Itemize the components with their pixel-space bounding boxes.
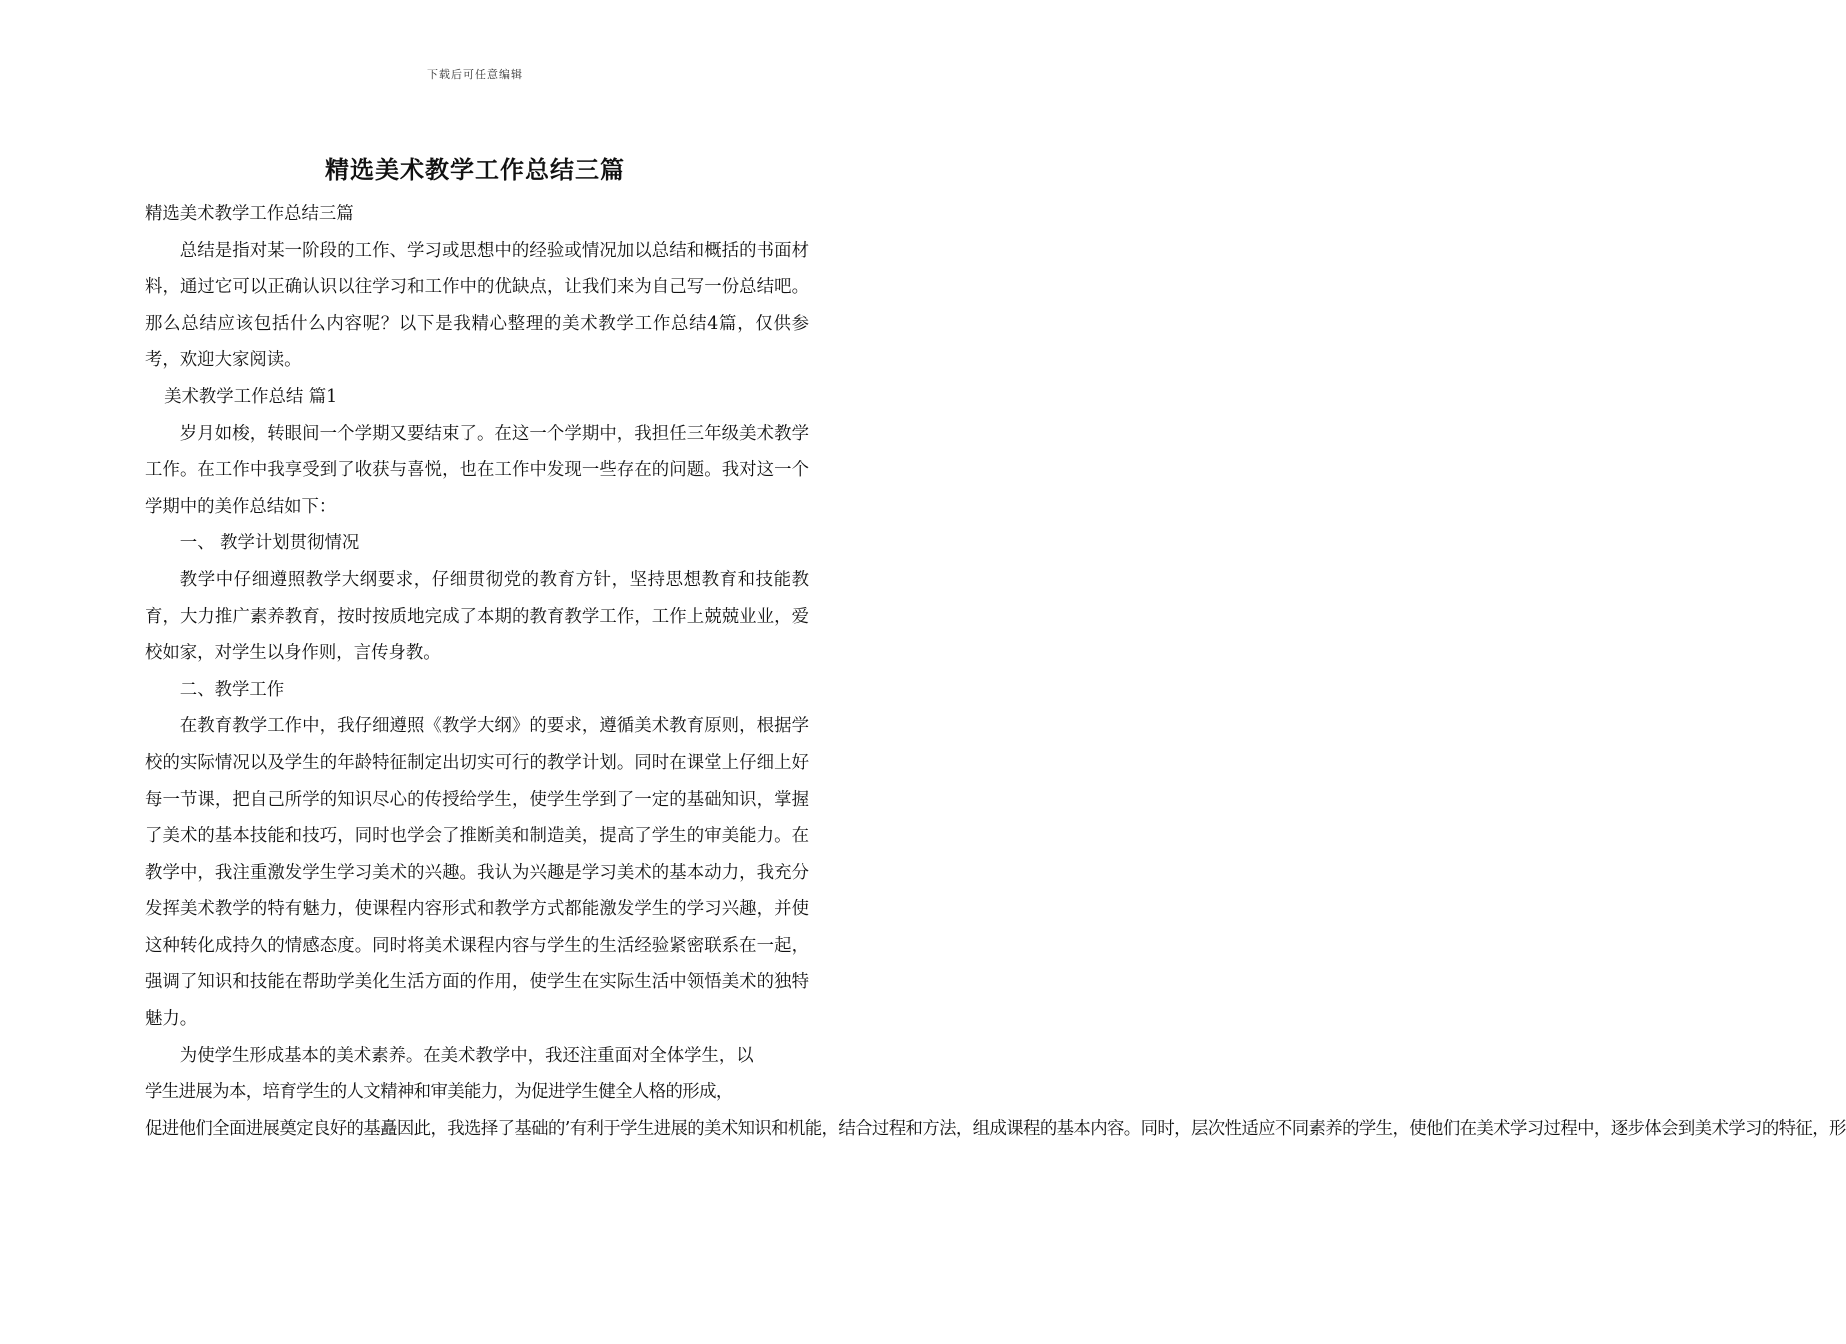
paragraph-literacy-line1: 为使学生形成基本的美术素养。在美术教学中，我还注重面对全体学生，以 <box>179 1045 754 1066</box>
document-title: 精选美术教学工作总结三篇 <box>325 155 625 184</box>
paragraph-literacy-line2: 学生进展为本，培育学生的人文精神和审美能力，为促进学生健全人格的形成， <box>145 1082 733 1103</box>
heading-plan-implementation: 一、 教学计划贯彻情况 <box>179 533 360 554</box>
document-subtitle: 精选美术教学工作总结三篇 <box>145 204 354 224</box>
paragraph-plan: 教学中仔细遵照教学大纲要求，仔细贯彻党的教育方针，坚持思想教育和技能教育，大力推广素养教育，按时按质地完成了本期的教育教学工作，工作上兢兢业业，爱校如家，对学生以身作则，言传身教。 <box>145 569 809 664</box>
intro-paragraph: 总结是指对某一阶段的工作、学习或思想中的经验或情况加以总结和概括的书面材料，通过它可以正确认识以往学习和工作中的优缺点，让我们来为自己写一份总结吧。那么总结应该包括什么内容呢？以下是我精心整理的美术教学工作总结4篇，仅供参考，欢迎大家阅读。 <box>145 240 809 371</box>
paragraph-literacy-line3: 促进他们全面进展奠定良好的基矗因此，我选择了基础的’有利于学生进展的美术知识和机能，结合过程和方法，组成课程的基本内容。同时，层次性适应不同素养的学生，使他们在美术学习过程中，逐步体会到美术学习的特征，形 <box>145 1118 1846 1139</box>
paragraph-semester: 岁月如梭，转眼间一个学期又要结束了。在这一个学期中，我担任三年级美术教学工作。在工作中我享受到了收获与喜悦，也在工作中发现一些存在的问题。我对这一个学期中的美作总结如下： <box>145 423 809 517</box>
section-heading-part1: 美术教学工作总结 篇1 <box>164 386 338 407</box>
paragraph-teaching: 在教育教学工作中，我仔细遵照《教学大纲》的要求，遵循美术教育原则，根据学校的实际情况以及学生的年龄特征制定出切实可行的教学计划。同时在课堂上仔细上好每一节课，把自己所学的知识尽心的传授给学生，使学生学到了一定的基础知识，掌握了美术的基本技能和技巧，同时也学会了推断美和制造美，提高了学生的审美能力。在教学中，我注重激发学生学习美术的兴趣。我认为兴趣是学习美术的基本动力，我充分发挥美术教学的特有魅力，使课程内容形式和教学方式都能激发学生的学习兴趣，并使这种转化成持久的情感态度。同时将美术课程内容与学生的生活经验紧密联系在一起，强调了知识和技能在帮助学美化生活方面的作用，使学生在实际生活中领悟美术的独特魅力。 <box>145 716 809 1030</box>
document-body <box>145 196 1846 1147</box>
heading-teaching-work: 二、教学工作 <box>179 679 285 700</box>
page-header-note: 下载后可任意编辑 <box>427 68 523 81</box>
